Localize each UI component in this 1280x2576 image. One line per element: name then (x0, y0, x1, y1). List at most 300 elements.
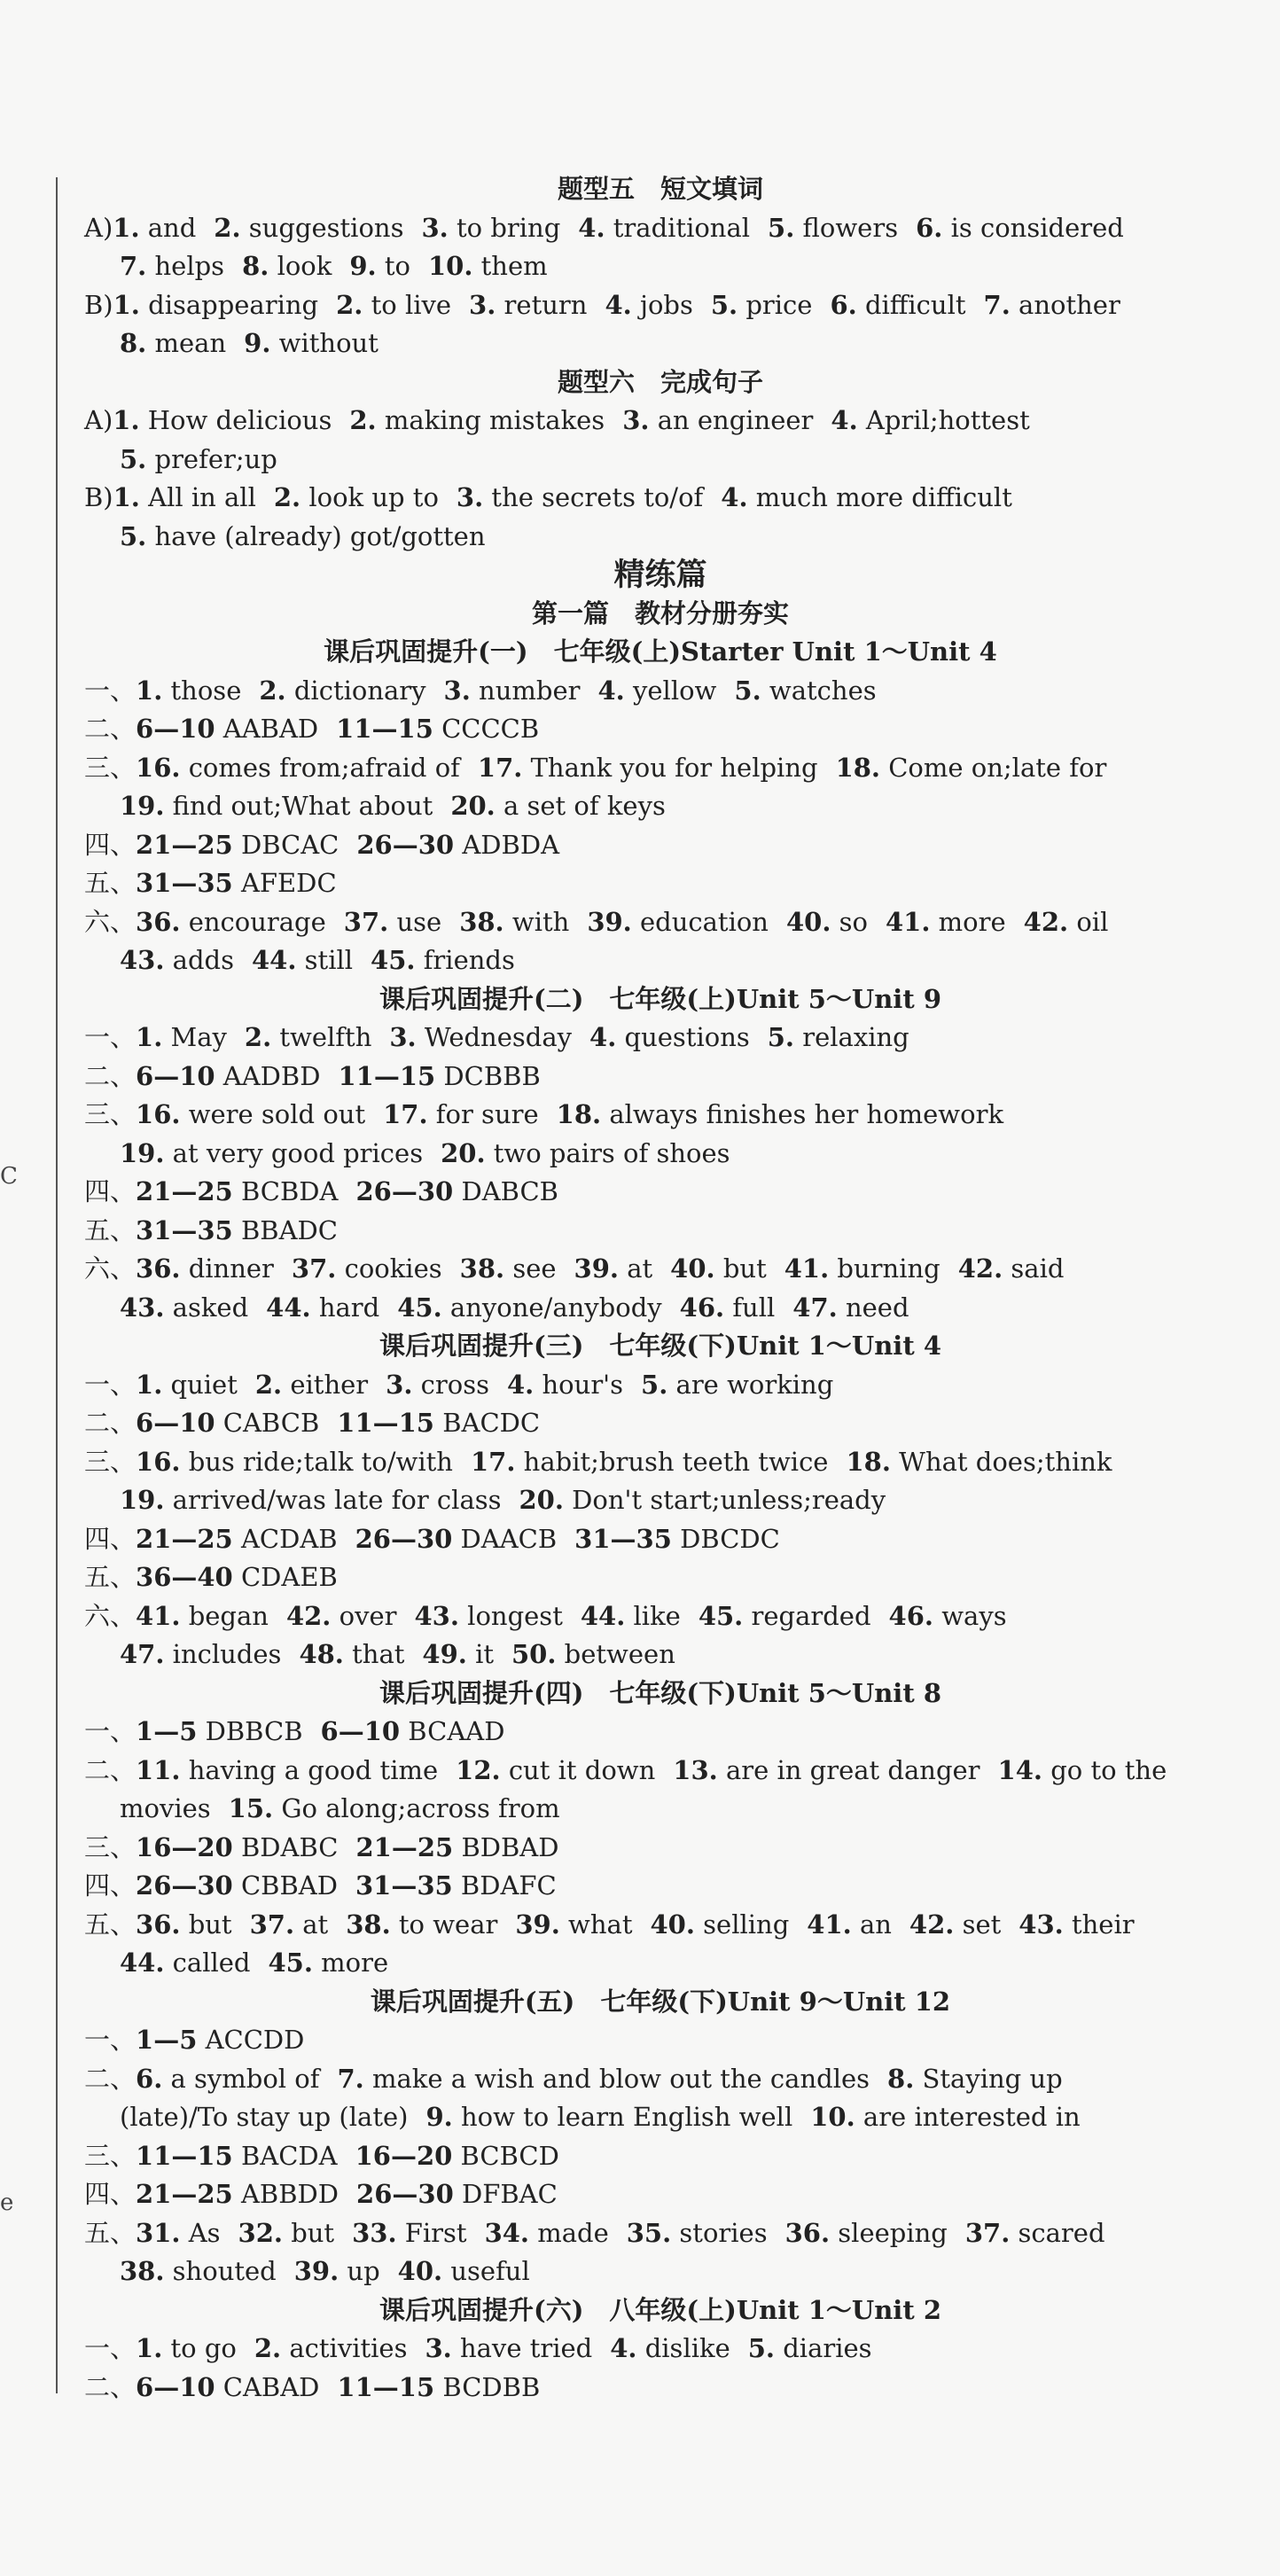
answer-number: 4. (831, 405, 858, 435)
answer-item (336, 290, 451, 320)
answer-prefix: 一、 (84, 2333, 137, 2363)
answer-item (650, 1909, 789, 1940)
answer-item (113, 482, 256, 512)
answer-text: longest (467, 1600, 563, 1631)
answer-number: 31—35 (136, 868, 233, 898)
answer-item (120, 2256, 277, 2286)
answer-number: 7. (120, 251, 147, 281)
answer-number: 8. (242, 251, 269, 281)
answer-item (673, 1755, 980, 1785)
answer-text: scared (1018, 2217, 1105, 2248)
answer-number: 6—10 (136, 1060, 215, 1091)
section-heading: 课后巩固提升(二) 七年级(上)Unit 5～Unit 9 (379, 983, 941, 1014)
answer-text: comes from;afraid of (188, 752, 460, 783)
answer-text: with (511, 906, 570, 937)
answer-item (699, 1601, 871, 1631)
answer-item (136, 2333, 237, 2363)
answer-item (386, 1370, 489, 1400)
answer-item (485, 2218, 609, 2248)
answer-number: 40. (397, 2256, 443, 2286)
answer-number: 34. (484, 2217, 530, 2248)
answer-line (84, 2369, 1237, 2408)
answer-number: 44. (266, 1292, 311, 1323)
answer-prefix: 四、 (84, 2179, 137, 2209)
answer-number: 16—20 (136, 1831, 233, 1862)
answer-text: CDAEB (240, 1562, 338, 1592)
answer-text: ABBDD (240, 2179, 340, 2209)
answer-prefix: 五、 (84, 1909, 137, 1940)
answer-item (113, 290, 318, 320)
answer-number: 45. (268, 1948, 313, 1978)
answer-number: 1. (136, 1022, 163, 1052)
answer-text: bus ride;talk to/with (188, 1446, 453, 1477)
answer-item (120, 444, 277, 474)
answer-text: but (188, 1909, 232, 1940)
answer-number: 12. (456, 1754, 501, 1785)
answer-line-continued (84, 2098, 1237, 2137)
answer-item (338, 1061, 540, 1091)
answer-text: like (633, 1600, 681, 1631)
answer-text: DBCDC (680, 1523, 780, 1554)
answer-prefix: 三、 (84, 2140, 137, 2171)
answer-number: 45. (397, 1292, 442, 1323)
answer-item (711, 290, 813, 320)
answer-number: 46. (679, 1292, 725, 1323)
answer-text: to bring (456, 212, 561, 243)
answer-number: 7. (983, 289, 1011, 320)
answer-item (889, 1601, 1007, 1631)
answer-text: cut it down (508, 1754, 656, 1785)
answer-line (84, 2214, 1237, 2253)
answer-text: BCBDA (240, 1176, 339, 1206)
answer-number: 3. (469, 289, 496, 320)
answer-number: 5. (120, 520, 147, 551)
answer-number: 13. (673, 1754, 718, 1785)
answer-text: use (396, 906, 442, 937)
answer-text: to go (170, 2333, 237, 2363)
answer-item (356, 2179, 558, 2209)
answer-item (136, 2179, 339, 2209)
answer-number: 26—30 (356, 829, 455, 860)
section-heading: 题型六 完成句子 (557, 366, 763, 397)
answer-item (238, 2218, 335, 2248)
answer-text: oil (1076, 906, 1109, 937)
answer-item (136, 830, 339, 860)
answer-text: BDABC (240, 1831, 339, 1862)
answer-number: 1. (113, 212, 140, 243)
answer-text: much more difficult (755, 482, 1012, 512)
answer-text: Come on;late for (888, 752, 1107, 783)
answer-line-continued (84, 1635, 1237, 1674)
answer-item (371, 945, 515, 975)
answer-item (768, 1022, 909, 1052)
answer-number: 36. (136, 906, 181, 937)
answer-number: 31—35 (136, 1214, 233, 1245)
answer-number: 2. (254, 1369, 283, 1400)
answer-item (428, 251, 548, 281)
answer-text: traditional (613, 212, 751, 243)
answer-text: DBBCB (205, 1716, 303, 1746)
answer-line (84, 1250, 1237, 1289)
answer-prefix: 一、 (84, 675, 137, 706)
answer-number: 10. (810, 2102, 855, 2132)
answer-text: without (278, 328, 379, 358)
answer-line (84, 1752, 1237, 1791)
answer-prefix: 三、 (84, 1099, 137, 1129)
answer-text: flowers (802, 212, 899, 243)
answer-number: 3. (456, 482, 484, 512)
answer-item (748, 2333, 872, 2363)
answer-number: 45. (371, 945, 416, 975)
answer-number: 20. (519, 1485, 564, 1515)
answer-number: 36. (136, 1909, 181, 1940)
answer-text: quiet (170, 1369, 238, 1400)
answer-line-continued (84, 1135, 1237, 1174)
answer-text: full (732, 1292, 776, 1323)
answer-number: 1—5 (136, 1716, 198, 1746)
answer-line (84, 1520, 1237, 1559)
answer-text: still (304, 945, 354, 975)
answer-item (389, 1022, 572, 1052)
section-heading: 课后巩固提升(五) 七年级(下)Unit 9～Unit 12 (370, 1986, 951, 2017)
answer-number: 26—30 (355, 1523, 453, 1554)
answer-line (84, 1867, 1237, 1906)
answer-line-continued (84, 324, 1237, 363)
answer-item (1019, 1909, 1134, 1940)
answer-text: helps (154, 251, 225, 281)
answer-text: them (480, 251, 548, 281)
answer-number: 5. (734, 675, 761, 706)
answer-text: always finishes her homework (609, 1099, 1004, 1129)
answer-number: 18. (846, 1446, 891, 1477)
answer-prefix: 五、 (84, 1562, 137, 1592)
answer-text: DABCB (461, 1176, 558, 1206)
answer-text: at (627, 1253, 653, 1284)
answer-text: useful (450, 2256, 530, 2286)
answer-number: 39. (293, 2256, 340, 2286)
answer-number: 39. (515, 1909, 560, 1940)
answer-text: CABCB (222, 1408, 320, 1438)
answer-line-continued (84, 247, 1237, 286)
answer-text: ADBDA (462, 829, 560, 860)
answer-text: watches (769, 675, 877, 706)
answer-line (84, 749, 1237, 788)
answer-number: 4. (597, 675, 625, 706)
answer-line-continued (84, 441, 1237, 480)
answer-item (425, 2102, 792, 2132)
answer-prefix: 三、 (84, 1446, 137, 1477)
answer-item (622, 405, 813, 435)
answer-text: but (291, 2217, 335, 2248)
answer-text: suggestions (248, 212, 404, 243)
answer-prefix: 二、 (84, 2063, 137, 2094)
answer-item (113, 213, 196, 243)
answer-text: yellow (633, 675, 717, 706)
answer-item (397, 1292, 661, 1323)
answer-text: but (722, 1253, 767, 1284)
answer-item (352, 2218, 466, 2248)
answer-text: habit;brush teeth twice (523, 1446, 829, 1477)
answer-item (581, 1601, 681, 1631)
answer-text: prefer;up (154, 443, 277, 474)
answer-number: 36. (136, 1253, 181, 1284)
answer-item (1024, 907, 1109, 937)
answer-item (244, 328, 379, 358)
answer-line (84, 826, 1237, 865)
answer-text: disappearing (148, 289, 319, 320)
answer-prefix: 五、 (84, 1214, 137, 1245)
answer-line (84, 286, 1237, 325)
answer-item (830, 290, 965, 320)
answer-text: so (839, 906, 868, 937)
answer-text: an (859, 1909, 892, 1940)
answer-number: 3. (386, 1369, 413, 1400)
answer-line (84, 402, 1237, 441)
answer-number: 2. (259, 675, 286, 706)
margin-letter-c: C (0, 1163, 18, 1190)
answer-item (886, 907, 1006, 937)
answer-item (785, 2218, 948, 2248)
answer-text: arrived/was late for class (172, 1485, 502, 1515)
answer-prefix: 四、 (84, 1523, 137, 1554)
answer-item (245, 1022, 371, 1052)
answer-text: burning (837, 1253, 940, 1284)
answer-text: look (277, 251, 332, 281)
answer-item (242, 251, 332, 281)
answer-text: dislike (644, 2333, 730, 2363)
answer-text: activities (289, 2333, 408, 2363)
answer-text: to live (371, 289, 452, 320)
answer-text: go to the (1050, 1754, 1167, 1785)
answer-number: 9. (349, 251, 377, 281)
answer-item (680, 1292, 776, 1323)
answer-number: 20. (450, 791, 496, 821)
answer-line (84, 1829, 1237, 1868)
answer-number: 18. (835, 752, 881, 783)
answer-text: set (962, 1909, 1002, 1940)
answer-item (887, 2064, 1063, 2094)
answer-number: 2. (244, 1022, 272, 1052)
answer-item (336, 714, 539, 744)
answer-item (574, 1524, 780, 1554)
answer-item (515, 1909, 632, 1940)
answer-number: 7. (337, 2063, 364, 2094)
answer-number: 2. (349, 405, 377, 435)
answer-line-continued (84, 518, 1237, 557)
answer-prefix: 二、 (84, 2371, 137, 2402)
answer-number: 38. (459, 906, 504, 937)
answer-text: a set of keys (503, 791, 666, 821)
answer-text: is considered (950, 212, 1124, 243)
answer-item (356, 1176, 558, 1206)
section-heading: 题型五 短文填词 (557, 174, 763, 204)
answer-number: 18. (556, 1099, 602, 1129)
answer-item (355, 2141, 559, 2171)
answer-prefix: 六、 (84, 1253, 137, 1284)
answer-text: what (568, 1909, 633, 1940)
answer-prefix: 二、 (84, 1754, 137, 1785)
answer-text: relaxing (802, 1022, 909, 1052)
answer-number: 4. (507, 1369, 535, 1400)
answer-text: at (302, 1909, 329, 1940)
answer-text: Thank you for helping (530, 752, 818, 783)
answer-text: difficult (864, 289, 966, 320)
answer-text: How delicious (147, 405, 332, 435)
answer-line (84, 1558, 1237, 1597)
answer-line (84, 479, 1237, 518)
answer-text: sleeping (838, 2217, 948, 2248)
answer-item (120, 791, 433, 821)
answer-number: 37. (964, 2217, 1011, 2248)
answer-number: 32. (238, 2217, 283, 2248)
answer-number: 26—30 (136, 1870, 233, 1901)
answer-item (136, 714, 318, 744)
answer-item (831, 405, 1029, 435)
answer-prefix: 一、 (84, 2025, 137, 2055)
section-heading: 课后巩固提升(四) 七年级(下)Unit 5～Unit 8 (379, 1677, 941, 1708)
answer-number: 4. (589, 1022, 617, 1052)
section-heading: 课后巩固提升(六) 八年级(上)Unit 1～Unit 2 (379, 2294, 941, 2325)
answer-number: 43. (1019, 1909, 1064, 1940)
answer-number: 40. (670, 1253, 715, 1284)
answer-number: 1. (136, 675, 163, 706)
answer-prefix: B) (84, 289, 113, 320)
answer-text: twelfth (279, 1022, 372, 1052)
answer-text: adds (172, 945, 234, 975)
answer-number: 3. (425, 2333, 452, 2363)
answer-number: 21—25 (136, 1176, 233, 1206)
answer-line (84, 1019, 1237, 1058)
answer-item (136, 1176, 338, 1206)
answer-text: DCBBB (443, 1060, 541, 1091)
answer-item (846, 1447, 1112, 1477)
answer-number: 47. (120, 1639, 165, 1669)
answer-item (460, 1253, 557, 1284)
answer-text: Don't start;unless;ready (572, 1485, 886, 1515)
answer-text: CBBAD (240, 1870, 338, 1901)
answer-item (136, 1832, 338, 1862)
answer-text: see (512, 1253, 557, 1284)
answer-item (266, 1292, 379, 1323)
answer-text: AFEDC (240, 868, 337, 898)
answer-number: 35. (626, 2217, 672, 2248)
section-heading: 精练篇 (613, 557, 707, 593)
answer-number: 8. (120, 328, 147, 358)
answer-prefix: A) (84, 212, 113, 243)
answer-item (136, 1061, 320, 1091)
answer-item (578, 213, 750, 243)
answer-number: 17. (471, 1446, 516, 1477)
answer-text: jobs (639, 289, 693, 320)
answer-item (641, 1370, 833, 1400)
answer-item (337, 2372, 540, 2402)
answer-text: AADBD (222, 1060, 321, 1091)
answer-number: 42. (909, 1909, 955, 1940)
answer-item (557, 1099, 1003, 1129)
answer-text: BDBAD (461, 1831, 559, 1862)
answer-text: over (339, 1600, 397, 1631)
left-margin-rule (56, 177, 58, 2393)
answer-item (120, 1292, 248, 1323)
answer-item (136, 1524, 338, 1554)
answer-number: 1—5 (136, 2025, 198, 2055)
answer-text: for sure (435, 1099, 539, 1129)
answer-item (355, 1524, 558, 1554)
answer-number: 48. (299, 1639, 344, 1669)
answer-prefix: 三、 (84, 1831, 137, 1862)
answer-text: asked (172, 1292, 249, 1323)
answer-number: 2. (254, 2333, 282, 2363)
answer-item (836, 753, 1107, 783)
answer-text: make a wish and blow out the candles (372, 2063, 870, 2094)
answer-line-continued (84, 2252, 1237, 2291)
answer-line (84, 2021, 1237, 2060)
answer-number: 3. (443, 675, 471, 706)
answer-text: April;hottest (865, 405, 1030, 435)
answer-prefix: 二、 (84, 714, 137, 744)
answer-item (605, 290, 692, 320)
answer-number: 31—35 (574, 1523, 672, 1554)
answer-number: 50. (511, 1639, 557, 1669)
answer-item (507, 1370, 623, 1400)
answer-text: are interested in (862, 2102, 1081, 2132)
answer-item (574, 1253, 653, 1284)
answer-item (136, 2218, 221, 2248)
answer-text: ACCDD (205, 2025, 305, 2055)
answer-number: 5. (120, 443, 147, 474)
answer-item (784, 1253, 940, 1284)
answer-item (136, 2025, 304, 2055)
answer-number: 2. (273, 482, 301, 512)
answer-prefix: 五、 (84, 868, 137, 898)
answer-number: 41. (807, 1909, 852, 1940)
answer-item (136, 907, 326, 937)
answer-text: up (347, 2256, 380, 2286)
answer-item (589, 1022, 750, 1052)
answer-text: began (188, 1600, 269, 1631)
answer-number: 2. (214, 212, 241, 243)
answer-prefix: 一、 (84, 1022, 137, 1052)
answer-text: friends (423, 945, 515, 975)
answer-number: 4. (605, 289, 632, 320)
answer-item (136, 1215, 338, 1245)
answer-line (84, 1212, 1237, 1251)
answer-number: 1. (136, 2333, 163, 2363)
answer-prefix: 四、 (84, 1176, 137, 1206)
answer-number: 2. (336, 289, 363, 320)
answer-prefix: 三、 (84, 752, 137, 783)
answer-item (120, 521, 486, 551)
answer-item (120, 1485, 502, 1515)
answer-text: ACDAB (240, 1523, 338, 1554)
answer-line (84, 1096, 1237, 1135)
answer-number: 5. (641, 1369, 668, 1400)
answer-item (136, 1601, 269, 1631)
answer-text: BCBCD (460, 2140, 559, 2171)
answer-text: a symbol of (170, 2063, 320, 2094)
answer-text: CABAD (222, 2371, 320, 2402)
answer-text: includes (172, 1639, 282, 1669)
answer-item (120, 251, 224, 281)
answer-text: to (384, 251, 410, 281)
answer-line (84, 2137, 1237, 2176)
answer-text: As (188, 2217, 221, 2248)
answer-item (337, 1408, 540, 1438)
answer-item (984, 290, 1120, 320)
answer-number: 16. (136, 1099, 181, 1129)
answer-text: are working (675, 1369, 834, 1400)
answer-text: What does;think (899, 1446, 1112, 1477)
